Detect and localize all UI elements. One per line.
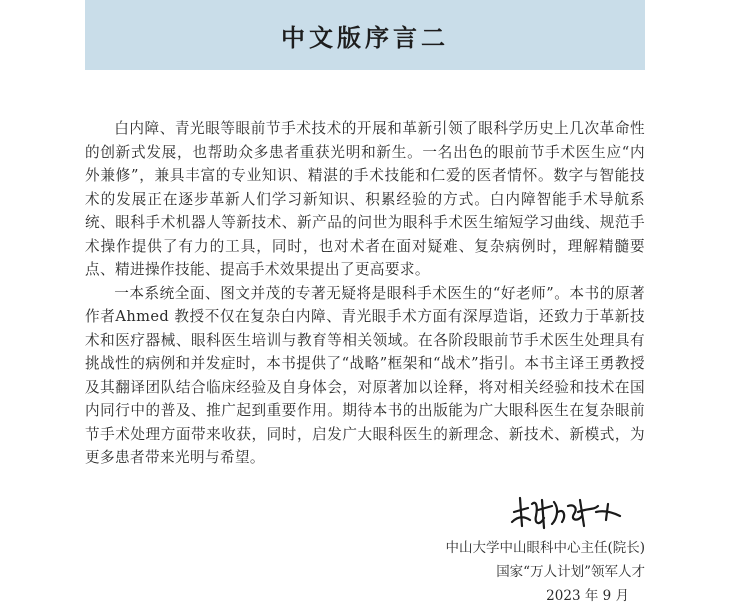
- page-title: 中文版序言二: [281, 23, 449, 52]
- paragraph-1: 白内障、青光眼等眼前节手术技术的开展和革新引领了眼科学历史上几次革命性的创新式发展，也帮助众多患者重获光明和新生。一名出色的眼前节手术医生应“内外兼修”，兼具丰富的专业知识、精湛的手术技能和仁爱的医者情怀。数字与智能技术的发展正在逐步革新人们学习新知识、积累经验的方式。白内障智能手术导航系统、眼科手术机器人等新技术、新产品的问世为眼科手术医生缩短学习曲线、规范手术操作提供了有力的工具，同时，也对术者在面对疑难、复杂病例时，理解精髓要点、精进操作技能、提高手术效果提出了更高要求。: [85, 120, 645, 278]
- author-affiliation: 中山大学中山眼科中心主任(院长): [445, 540, 645, 556]
- preface-body: [85, 117, 645, 470]
- paragraph-2: 一本系统全面、图文并茂的专著无疑将是眼科手术医生的“好老师”。本书的原著作者Ahmed 教授不仅在复杂白内障、青光眼手术方面有深厚造诣，还致力于革新技术和医疗器械、眼科医生培训与教育等相关领域。在各阶段眼前节手术医生处理具有挑战性的病例和并发症时，本书提供了“战略”框架和“战术”指引。本书主译王勇教授及其翻译团队结合临床经验及自身体会，对原著加以诠释，将对相关经验和技术在国内同行中的普及、推广起到重要作用。期待本书的出版能为广大眼科医生在复杂眼前节手术处理方面带来收获，同时，启发广大眼科医生的新理念、新技术、新模式，为更多患者带来光明与希望。: [85, 284, 645, 466]
- title-banner: [85, 0, 645, 70]
- handwritten-signature: [508, 486, 628, 534]
- signature-block: [445, 536, 645, 608]
- author-honor: 国家“万人计划”领军人才: [496, 564, 645, 580]
- signature-date: 2023 年 9 月: [546, 588, 629, 604]
